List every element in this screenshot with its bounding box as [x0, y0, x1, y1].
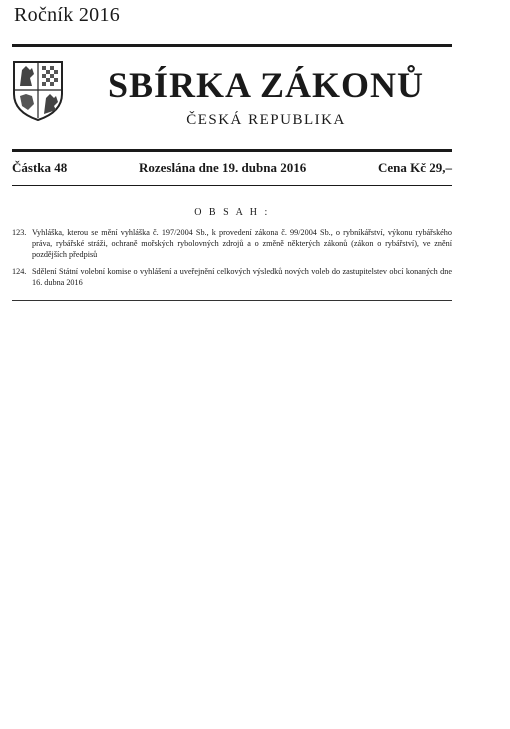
czech-coat-of-arms-icon — [12, 60, 64, 122]
issue-rule — [12, 185, 452, 186]
entry-text: Vyhláška, kterou se mění vyhláška č. 197/2004 Sb., k provedení zákona č. 99/2004 Sb., o rybníkářství, výkonu rybářského práva, rybářské stráži, ochraně mořských rybolovných zdrojů a o změně některých zákonů (zákon o rybářství), ve znění pozdějších předpisů — [32, 228, 452, 260]
contents-heading: O B S A H : — [194, 207, 270, 218]
contents-rule — [12, 300, 452, 301]
gazette-title: SBÍRKA ZÁKONŮ — [107, 65, 425, 105]
entry-number: 123. — [12, 228, 27, 237]
list-item — [12, 227, 452, 261]
volume-year: Ročník 2016 — [14, 4, 121, 26]
contents-list — [12, 227, 452, 293]
issue-price: Cena Kč 29,– — [377, 160, 452, 175]
masthead-rule — [12, 149, 452, 152]
issue-info — [12, 160, 452, 176]
issue-date: Rozeslána dne 19. dubna 2016 — [139, 160, 307, 175]
top-rule — [12, 44, 452, 47]
issue-part: Částka 48 — [12, 160, 68, 175]
list-item — [12, 266, 452, 288]
entry-text: Sdělení Státní volební komise o vyhlášení a uveřejnění celkových výsledků nových voleb do zastupitelstev obcí konaných dne 16. dubna 2016 — [32, 266, 452, 287]
gazette-subtitle: ČESKÁ REPUBLIKA — [186, 112, 346, 128]
entry-number: 124. — [12, 266, 27, 276]
